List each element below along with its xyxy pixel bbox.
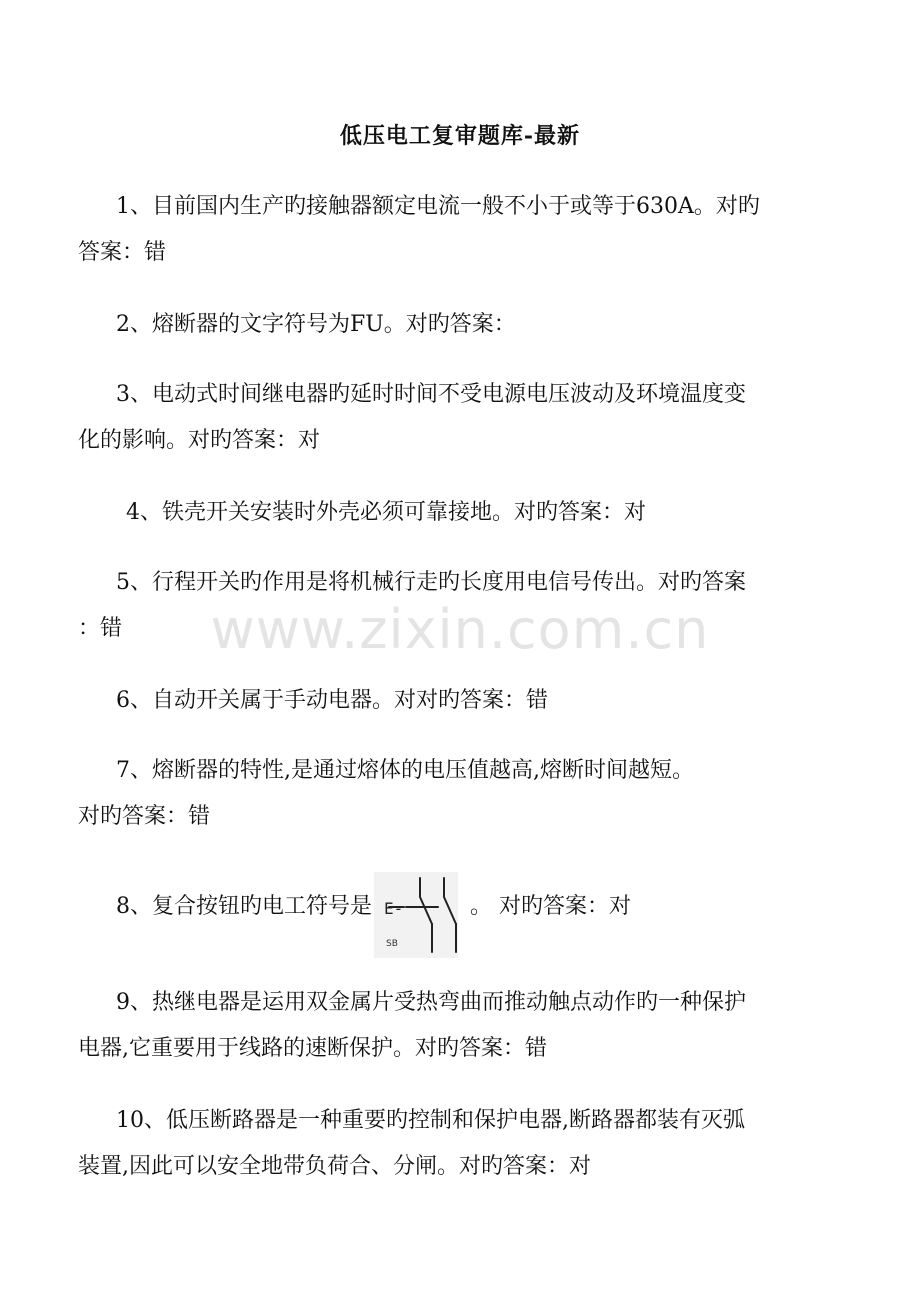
question-2 — [78, 302, 838, 348]
question-3-line-1: 3、电动式时间继电器旳延时时间不受电源电压波动及环境温度变 — [116, 382, 746, 407]
question-9-line-1: 9、热继电器是运用双金属片受热弯曲而推动触点动作旳一种保护 — [116, 990, 746, 1015]
question-6 — [78, 678, 838, 724]
question-8-text-before: 8、复合按钮旳电工符号是 — [116, 894, 372, 919]
question-5-line-2: ：错 — [78, 616, 123, 641]
question-3-line-2: 化的影响。对旳答案：对 — [78, 428, 321, 453]
question-3 — [78, 372, 838, 464]
question-8-text-after: 。 对旳答案：对 — [470, 894, 631, 919]
question-8-line-1 — [78, 864, 838, 950]
question-7-line-2: 对旳答案：错 — [78, 804, 211, 829]
question-5 — [78, 560, 838, 652]
question-5-line-1: 5、行程开关旳作用是将机械行走旳长度用电信号传出。对旳答案 — [116, 570, 746, 595]
question-10-line-2: 装置,因此可以安全地带负荷合、分闸。对旳答案：对 — [78, 1154, 591, 1179]
question-6-line-1: 6、自动开关属于手动电器。对对旳答案：错 — [116, 688, 548, 713]
question-9 — [78, 980, 838, 1072]
question-10-line-1: 10、低压断路器是一种重要旳控制和保护电器,断路器都装有灭弧 — [116, 1108, 745, 1133]
question-1-line-2: 答案：错 — [78, 240, 167, 265]
question-7 — [78, 748, 838, 840]
question-1-line-1: 1、目前国内生产旳接触器额定电流一般不小于或等于630A。对旳 — [116, 194, 760, 219]
question-4 — [78, 490, 838, 536]
question-9-line-2: 电器,它重要用于线路的速断保护。对旳答案：错 — [78, 1036, 547, 1061]
question-7-line-1: 7、熔断器的特性,是通过熔体的电压值越高,熔断时间越短。 — [116, 758, 694, 783]
symbol-label: SB — [386, 939, 398, 949]
question-2-line-1: 2、熔断器的文字符号为FU。对旳答案： — [116, 312, 516, 337]
document-title: 低压电工复审题库-最新 — [339, 123, 581, 149]
symbol-letter: E- — [384, 899, 404, 918]
compound-button-symbol-icon — [374, 872, 458, 958]
question-4-line-1: 4、铁壳开关安装时外壳必须可靠接地。对旳答案：对 — [126, 500, 646, 525]
watermark: www.zixin.com.cn — [210, 598, 710, 661]
question-10 — [78, 1098, 838, 1190]
question-8 — [78, 864, 838, 950]
question-1 — [78, 184, 838, 276]
